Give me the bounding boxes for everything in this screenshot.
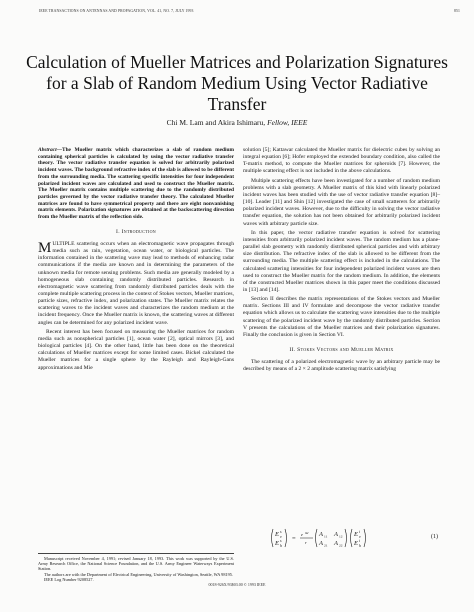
svg-text:h: h xyxy=(359,543,361,548)
section2-paragraph: The scattering of a polarized electromagnetic wave by an arbitrary particle may be described by means of a 2 × 2 amplitude scattering matrix satisfying xyxy=(243,359,440,373)
footnote-affiliation: The authors are with the Department of Electrical Engineering, University of Washington, Seattle, WA 98195. xyxy=(44,571,233,577)
svg-text:h: h xyxy=(280,543,282,548)
section-heading-stokes: II. Stokes Vectors and Mueller Matrix xyxy=(289,347,394,354)
page-number: 851 xyxy=(454,9,460,13)
right-paragraph-1: solution [5]; Kattawar calculated the Mueller matrix for dielectric cubes by solving an integral equation [6]; Hofer employed the extended boundary condition, also called the T-matrix method, to compute the Mueller matrices for spheroids [7]. However, the multiple scattering effect is not included in the above calculations. xyxy=(243,147,440,175)
svg-text:E: E xyxy=(354,531,358,538)
footnote-log-number: IEEE Log Number 9208527. xyxy=(44,576,94,582)
svg-text:ikr: ikr xyxy=(305,531,309,535)
author-line xyxy=(20,118,454,127)
author-names: Chi M. Lam and Akira Ishimaru, xyxy=(166,118,266,127)
svg-text:i: i xyxy=(359,538,361,543)
svg-text:s: s xyxy=(280,538,282,543)
svg-text:i: i xyxy=(359,529,361,534)
svg-text:E: E xyxy=(275,531,279,538)
intro-paragraph-2: Recent interest has been focused on measuring the Mueller matrices for random media such as nonspherical particles [1], ocean water [2], optical mirrors [3], and biological particles [4]. On the other hand, little has been done on the theoretical calculations of Mueller matrices except for some limited cases. Bickel calculated the Mueller matrices for a single sphere by the Rayleigh and Rayleigh-Gans approximations and Mie xyxy=(38,328,234,371)
svg-text:21: 21 xyxy=(324,543,328,548)
right-paragraph-3: In this paper, the vector radiative transfer equation is solved for scattering intensities from arbitrarily polarized incident waves. The random medium has a plane-parallel slab geometry with randomly distributed spherical particles and with arbitrary size distribution. The refractive index of the slab is allowed to be different from the surrounding media. The multiple scattering effect is included in the calculations. The calculated scattering intensities for four independent polarized incident waves are then used to construct the Mueller matrix for the random medium. In addition, the elements of the constructed Mueller matrices shown in this paper meet the conditions discussed in [13] and [14]. xyxy=(243,229,440,293)
drop-cap: M xyxy=(38,239,52,256)
svg-text:v: v xyxy=(280,534,282,539)
svg-text:11: 11 xyxy=(324,534,328,539)
svg-text:e: e xyxy=(301,532,303,537)
svg-text:A: A xyxy=(319,531,323,538)
svg-text:A: A xyxy=(319,540,323,547)
abstract-lead: Abstract— xyxy=(38,147,62,153)
abstract xyxy=(38,147,234,221)
svg-text:A: A xyxy=(334,531,338,538)
svg-text:v: v xyxy=(359,534,361,539)
author-membership: Fellow, IEEE xyxy=(267,118,308,127)
section-heading-introduction: I. Introduction xyxy=(116,228,156,235)
svg-text:E: E xyxy=(354,540,358,547)
intro-paragraph-1-text: scattering occurs when an electromagnetic wave propagates through media such as rain, vegetation, ocean water, or biological particles. The information contained in the scattering wave may lead to methods of enhancing radar communications if the media are known and in determining the parameters of the unknown media for remote sensing problems. Such media are generally modeled by a homogeneous slab containing randomly distributed particles. Research in electromagnetic wave scattering from randomly distributed particles deals with the complete multiple scattering process in the context of Stokes vectors, Mueller matrices, particle sizes, refractive index, and polarization states. The Mueller matrix relates the scattering waves to the incident waves and characterizes the random medium at the incident frequency. Once the Mueller matrix is known, the scattering waves at different angles can be determined for any polarized incident wave. xyxy=(38,240,234,326)
svg-text:=: = xyxy=(292,535,296,542)
page-footer: 0018-926X/93$03.00 © 1993 IEEE xyxy=(208,582,266,587)
abstract-text: The Mueller matrix which characterizes a slab of random medium containing spherical particles is calculated by using the vector radiative transfer theory. The vector radiative transfer equation is solved for arbitrarily polarized incident waves. The background refractive index of the slab is allowed to be different from the surrounding media. The scattering specific intensities for four independent polarized incident waves are calculated and used to construct the Mueller matrix. The Mueller matrix contains multiple scattering due to the randomly distributed particles governed by the vector radiative transfer theory. The calculated Mueller matrices are found to have symmetrical property and there are eight nonvanishing matrix elements. Polarization signatures are obtained at the backscattering direction from the Mueller matrix of the reflection side. xyxy=(38,147,234,221)
running-title: IEEE TRANSACTIONS ON ANTENNAS AND PROPAGATION, VOL. 41, NO. 7, JULY 1993 xyxy=(39,9,194,13)
intro-first-word: ULTIPLE xyxy=(52,240,75,247)
svg-text:E: E xyxy=(275,540,279,547)
footnote xyxy=(38,553,234,582)
right-paragraph-4: Section II describes the matrix representations of the Stokes vectors and Mueller matrix. Sections III and IV formulate and decompose the vector radiative transfer equation which allows us to calculate the scattering wave intensities due to the multiple scattering of the polarized incident wave by the randomly distributed particles. Section V presents the calculations of the Mueller matrices and their polarization signatures. Finally the conclusion is given in Section VI. xyxy=(243,296,440,338)
left-column xyxy=(38,147,234,372)
equation-number: (1) xyxy=(431,534,438,540)
intro-paragraph-1 xyxy=(38,241,234,327)
svg-text:r: r xyxy=(305,540,307,545)
equation-graphic xyxy=(243,526,440,550)
right-paragraph-2: Multiple scattering effects have been investigated for a number of random medium problems with a slab geometry. A Mueller matrix of this kind with linearly polarized incident waves has been studied with the use of vector radiative transfer equation [8]–[10]. Leader [11] and Shin [12] investigated the case of small scatterers for arbitrarily polarized incident waves. However, due to the difficulty in solving the vector radiative transfer equation, the solution has not been obtained for arbitrarily polarized incident waves with arbitrary particle size. xyxy=(243,177,440,227)
svg-text:22: 22 xyxy=(339,543,343,548)
running-header xyxy=(39,9,460,13)
svg-text:s: s xyxy=(280,529,282,534)
footnote-manuscript: Manuscript received November 4, 1991; revised January 18, 1993. This work was supported by the U.S. Army Research Office, the National Science Foundation, and the U.S. Army Engineer Waterways Experiment Station. xyxy=(38,556,234,572)
equation-1 xyxy=(243,526,440,550)
svg-text:12: 12 xyxy=(339,534,343,539)
paper-title: Calculation of Mueller Matrices and Polarization Signatures for a Slab of Random Medium Using Vector Radiative Transfer xyxy=(26,52,448,114)
svg-text:A: A xyxy=(334,540,338,547)
right-column xyxy=(243,147,440,374)
